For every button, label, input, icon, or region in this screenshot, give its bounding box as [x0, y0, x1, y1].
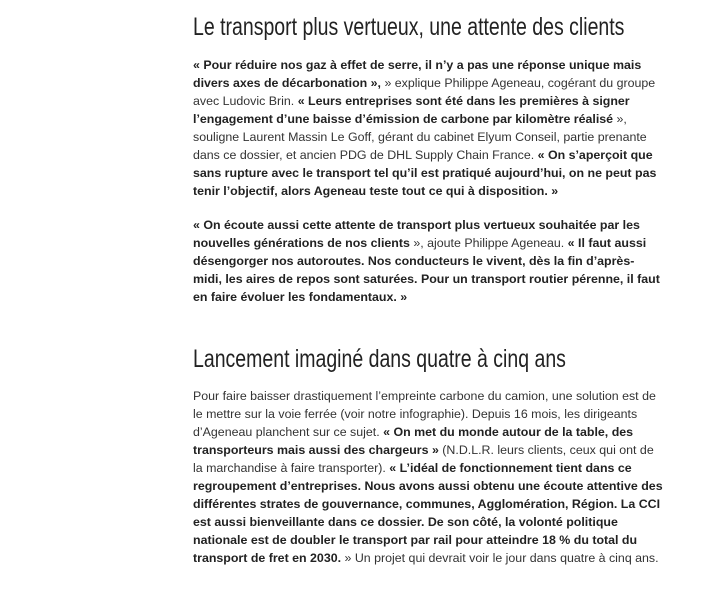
quote-segment: « Leurs entreprises sont été dans les premières à signer l’engagement d’une baisse d’émission de carbone par kilomètre réalisé: [193, 94, 630, 126]
text-segment: » explique Philippe Ageneau, cogérant du groupe avec Ludovic Brin.: [193, 76, 656, 108]
quote-segment: « On met du monde autour de la table, des transporteurs mais aussi des chargeurs »: [193, 425, 634, 457]
paragraph-attente-clients: [193, 216, 663, 306]
text-segment: Pour faire baisser drastiquement l’empreinte carbone du camion, une solution est de le mettre sur la voie ferrée (voir notre infographie). Depuis 16 mois, les dirigeants d’Ageneau planchent sur ce sujet.: [193, 389, 656, 439]
text-segment: » Un projet qui devrait voir le jour dans quatre à cinq ans.: [344, 551, 659, 565]
text-segment: (N.D.L.R. leurs clients, ceux qui ont de la marchandise à faire transporter).: [193, 443, 654, 475]
quote-segment: « On écoute aussi cette attente de transport plus vertueux souhaitée par les nouvelles générations de nos clients: [193, 218, 640, 250]
section-heading-transport-vertueux: Le transport plus vertueux, une attente des clients: [193, 13, 625, 41]
paragraph-voie-ferree: [193, 387, 663, 567]
quote-segment: « Il faut aussi désengorger nos autoroutes. Nos conducteurs le vivent, dès la fin d’après-midi, les aires de repos sont saturées. Pour un transport routier pérenne, il faut en faire évoluer les fondamentaux. »: [193, 236, 660, 304]
quote-segment: « Pour réduire nos gaz à effet de serre, il n’y a pas une réponse unique mais divers axes de décarbonation »,: [193, 58, 642, 90]
section-heading-lancement: Lancement imaginé dans quatre à cinq ans: [193, 345, 566, 373]
quote-segment: « L’idéal de fonctionnement tient dans ce regroupement d’entreprises. Nous avons aussi obtenu une écoute attentive des différentes strates de gouvernance, communes, Agglomération, Région. La CCI est aussi bienveillante dans ce dossier. De son côté, la volonté politique nationale est de doubler le transport par rail pour atteindre 18 % du total du transport de fret en 2030.: [193, 461, 663, 565]
text-segment: », ajoute Philippe Ageneau.: [413, 236, 568, 250]
paragraph-ageneau-decarbonation: [193, 56, 663, 200]
quote-segment: « On s’aperçoit que sans rupture avec le transport tel qu’il est pratiqué aujourd’hui, on ne peut pas tenir l’objectif, alors Ageneau teste tout ce qui à disposition. »: [193, 148, 657, 198]
text-segment: », souligne Laurent Massin Le Goff, gérant du cabinet Elyum Conseil, partie prenante dans ce dossier, et ancien PDG de DHL Supply Chain France.: [193, 112, 647, 162]
